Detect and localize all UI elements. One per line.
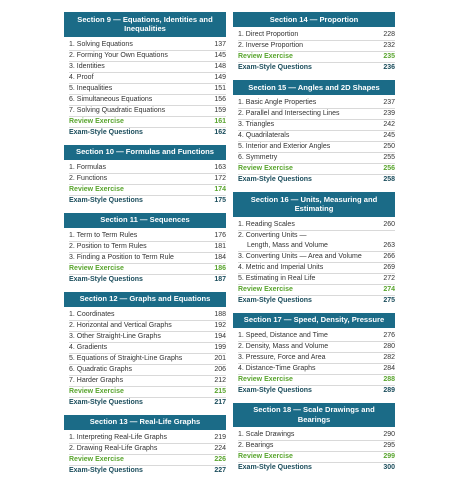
toc-entry-title: 1. Speed, Distance and Time bbox=[238, 331, 328, 339]
toc-entry-page: 137 bbox=[214, 40, 226, 48]
toc-entry[interactable] bbox=[238, 41, 395, 52]
section-13-items bbox=[64, 430, 226, 476]
toc-entry-page: 201 bbox=[214, 354, 226, 362]
toc-entry-title: 1. Basic Angle Properties bbox=[238, 99, 317, 106]
toc-entry[interactable] bbox=[69, 354, 226, 365]
toc-entry-title: 1. Term to Term Rules bbox=[69, 231, 138, 239]
toc-entry[interactable] bbox=[238, 441, 395, 452]
exam-questions-entry-page: 300 bbox=[383, 464, 395, 471]
toc-entry-title: 2. Parallel and Intersecting Lines bbox=[238, 110, 340, 117]
toc-entry-page: 290 bbox=[383, 431, 395, 438]
toc-entry-title: 2. Inverse Proportion bbox=[238, 42, 303, 49]
exam-questions-entry-page: 187 bbox=[214, 275, 226, 283]
toc-entry[interactable] bbox=[69, 321, 226, 332]
section-17-header: Section 17 — Speed, Density, Pressure bbox=[233, 313, 395, 328]
toc-entry-page: 276 bbox=[383, 331, 395, 339]
toc-entry[interactable] bbox=[238, 30, 395, 41]
exam-questions-entry-title: Exam-Style Questions bbox=[238, 386, 312, 394]
toc-entry-page: 176 bbox=[214, 231, 226, 239]
toc-entry-title: 1. Solving Equations bbox=[69, 40, 133, 48]
section-9 bbox=[64, 12, 226, 138]
toc-entry[interactable] bbox=[69, 73, 226, 84]
toc-entry-title: 2. Functions bbox=[69, 174, 108, 182]
toc-entry-page: 159 bbox=[214, 106, 226, 114]
section-9-header: Section 9 — Equations, Identities and Inequalities bbox=[64, 12, 226, 37]
toc-entry-title: 4. Gradients bbox=[69, 343, 108, 351]
section-14-header: Section 14 — Proportion bbox=[233, 12, 395, 27]
toc-entry-page: 163 bbox=[214, 163, 226, 171]
exam-questions-entry-title: Exam-Style Questions bbox=[69, 466, 143, 474]
section-13-header: Section 13 — Real-Life Graphs bbox=[64, 415, 226, 430]
toc-entry-page: 172 bbox=[214, 174, 226, 182]
review-exercise-entry[interactable] bbox=[69, 264, 226, 275]
review-exercise-entry-page: 186 bbox=[214, 264, 226, 272]
toc-entry[interactable] bbox=[69, 106, 226, 117]
toc-entry-title: 3. Other Straight-Line Graphs bbox=[69, 332, 161, 340]
review-exercise-entry-page: 288 bbox=[383, 375, 395, 383]
exam-questions-entry[interactable] bbox=[238, 175, 395, 185]
toc-entry-page: 224 bbox=[214, 444, 226, 452]
exam-questions-entry[interactable] bbox=[69, 275, 226, 285]
exam-questions-entry[interactable] bbox=[69, 398, 226, 408]
toc-entry[interactable] bbox=[238, 98, 395, 109]
toc-entry-title: 1. Formulas bbox=[69, 163, 106, 171]
toc-entry-title: 1. Coordinates bbox=[69, 310, 115, 318]
section-12-items bbox=[64, 307, 226, 408]
toc-entry-page: 266 bbox=[383, 252, 395, 260]
toc-entry-page: 156 bbox=[214, 95, 226, 103]
review-exercise-entry-title: Review Exercise bbox=[238, 285, 293, 293]
section-15-header: Section 15 — Angles and 2D Shapes bbox=[233, 80, 395, 95]
exam-questions-entry[interactable] bbox=[238, 386, 395, 396]
review-exercise-entry-page: 226 bbox=[214, 455, 226, 463]
exam-questions-entry-page: 162 bbox=[214, 128, 226, 136]
toc-entry-page: 181 bbox=[214, 242, 226, 250]
toc-entry-page: 188 bbox=[214, 310, 226, 318]
toc-entry-title: 6. Symmetry bbox=[238, 154, 278, 161]
review-exercise-entry-title: Review Exercise bbox=[69, 455, 124, 463]
toc-entry-page: 282 bbox=[383, 353, 395, 361]
toc-entry-title: 5. Inequalities bbox=[69, 84, 113, 92]
review-exercise-entry-title: Review Exercise bbox=[238, 453, 293, 460]
section-9-items bbox=[64, 37, 226, 138]
review-exercise-entry[interactable] bbox=[69, 117, 226, 128]
toc-entry-title: 2. Horizontal and Vertical Graphs bbox=[69, 321, 172, 329]
exam-questions-entry[interactable] bbox=[69, 128, 226, 138]
toc-entry[interactable] bbox=[69, 62, 226, 73]
toc-entry[interactable] bbox=[69, 51, 226, 62]
toc-entry-title: 3. Identities bbox=[69, 62, 105, 70]
toc-entry-title: 5. Estimating in Real Life bbox=[238, 274, 316, 282]
exam-questions-entry[interactable] bbox=[238, 63, 395, 73]
section-11-items bbox=[64, 228, 226, 285]
toc-entry-page: 250 bbox=[383, 143, 395, 150]
section-10-items bbox=[64, 160, 226, 206]
review-exercise-entry-page: 256 bbox=[383, 165, 395, 172]
toc-entry-title: 7. Harder Graphs bbox=[69, 376, 124, 384]
toc-entry-page: 228 bbox=[383, 31, 395, 38]
toc-entry-page: 192 bbox=[214, 321, 226, 329]
toc-entry-page: 242 bbox=[383, 121, 395, 128]
toc-entry[interactable] bbox=[238, 342, 395, 353]
toc-entry-title: 1. Reading Scales bbox=[238, 220, 295, 228]
exam-questions-entry-page: 236 bbox=[383, 64, 395, 71]
toc-entry[interactable] bbox=[69, 365, 226, 376]
exam-questions-entry[interactable] bbox=[69, 196, 226, 206]
toc-entry[interactable] bbox=[238, 331, 395, 342]
toc-entry-page: 269 bbox=[383, 263, 395, 271]
review-exercise-entry-page: 174 bbox=[214, 185, 226, 193]
toc-entry-page: 232 bbox=[383, 42, 395, 49]
toc-entry[interactable] bbox=[238, 231, 395, 252]
toc-entry-page: 260 bbox=[383, 220, 395, 228]
exam-questions-entry[interactable] bbox=[69, 466, 226, 476]
toc-entry-page: 149 bbox=[214, 73, 226, 81]
toc-entry-page: 219 bbox=[214, 433, 226, 441]
review-exercise-entry-title: Review Exercise bbox=[238, 165, 293, 172]
exam-questions-entry[interactable] bbox=[238, 463, 395, 473]
toc-entry[interactable] bbox=[238, 252, 395, 263]
section-11-header: Section 11 — Sequences bbox=[64, 213, 226, 228]
review-exercise-entry-title: Review Exercise bbox=[69, 185, 124, 193]
toc-entry-page: 280 bbox=[383, 342, 395, 350]
review-exercise-entry-page: 215 bbox=[214, 387, 226, 395]
toc-entry-title: 2. Bearings bbox=[238, 442, 274, 449]
toc-entry-title: 5. Equations of Straight-Line Graphs bbox=[69, 354, 183, 362]
toc-entry-page: 272 bbox=[383, 274, 395, 282]
section-18-items bbox=[233, 427, 395, 473]
toc-entry-title: 3. Converting Units — Area and Volume bbox=[238, 252, 362, 260]
toc-entry-page: 255 bbox=[383, 154, 395, 161]
toc-entry[interactable] bbox=[238, 364, 395, 375]
exam-questions-entry-page: 275 bbox=[383, 296, 395, 304]
toc-entry[interactable] bbox=[238, 142, 395, 153]
toc-entry-title: 6. Simultaneous Equations bbox=[69, 95, 153, 103]
section-14 bbox=[233, 12, 395, 73]
section-13 bbox=[64, 415, 226, 476]
exam-questions-entry-page: 258 bbox=[383, 176, 395, 183]
toc-entry-title: 6. Quadratic Graphs bbox=[69, 365, 133, 373]
section-15-items bbox=[233, 95, 395, 185]
section-17 bbox=[233, 313, 395, 396]
review-exercise-entry[interactable] bbox=[238, 164, 395, 175]
toc-entry-title: 4. Quadrilaterals bbox=[238, 132, 290, 139]
toc-entry-title: 3. Finding a Position to Term Rule bbox=[69, 253, 174, 261]
section-16-header: Section 16 — Units, Measuring and Estimating bbox=[233, 192, 395, 217]
toc-entry[interactable] bbox=[69, 310, 226, 321]
toc-entry[interactable] bbox=[69, 174, 226, 185]
review-exercise-entry[interactable] bbox=[238, 285, 395, 296]
review-exercise-entry-title: Review Exercise bbox=[238, 375, 293, 383]
review-exercise-entry-title: Review Exercise bbox=[69, 264, 124, 272]
left-column bbox=[64, 12, 226, 483]
section-11 bbox=[64, 213, 226, 285]
toc-entry[interactable] bbox=[238, 220, 395, 231]
toc-entry-page: 245 bbox=[383, 132, 395, 139]
toc-entry[interactable] bbox=[238, 274, 395, 285]
toc-entry-title: 2. Forming Your Own Equations bbox=[69, 51, 168, 59]
toc-entry-page: 199 bbox=[214, 343, 226, 351]
toc-entry[interactable] bbox=[238, 430, 395, 441]
review-exercise-entry[interactable] bbox=[238, 375, 395, 386]
toc-entry-title: 1. Direct Proportion bbox=[238, 31, 299, 38]
toc-entry[interactable] bbox=[69, 84, 226, 95]
review-exercise-entry[interactable] bbox=[238, 52, 395, 63]
exam-questions-entry-title: Exam-Style Questions bbox=[238, 296, 312, 304]
toc-entry-page: 295 bbox=[383, 442, 395, 449]
toc-entry-page: 151 bbox=[214, 84, 226, 92]
toc-entry[interactable] bbox=[69, 163, 226, 174]
exam-questions-entry-page: 289 bbox=[383, 386, 395, 394]
review-exercise-entry-page: 274 bbox=[383, 285, 395, 293]
toc-entry-page: 206 bbox=[214, 365, 226, 373]
section-14-items bbox=[233, 27, 395, 73]
toc-entry-title: 2. Position to Term Rules bbox=[69, 242, 147, 250]
review-exercise-entry[interactable] bbox=[69, 455, 226, 466]
review-exercise-entry[interactable] bbox=[69, 185, 226, 196]
toc-entry[interactable] bbox=[238, 131, 395, 142]
toc-entry-title-line1: 2. Converting Units — bbox=[238, 231, 307, 239]
exam-questions-entry-title: Exam-Style Questions bbox=[69, 196, 143, 204]
toc-entry-title: 4. Metric and Imperial Units bbox=[238, 263, 324, 271]
section-16 bbox=[233, 192, 395, 306]
review-exercise-entry-page: 161 bbox=[214, 117, 226, 125]
review-exercise-entry-title: Review Exercise bbox=[238, 53, 293, 60]
toc-entry[interactable] bbox=[69, 433, 226, 444]
review-exercise-entry-page: 235 bbox=[383, 53, 395, 60]
toc-entry[interactable] bbox=[69, 231, 226, 242]
toc-entry-page: 184 bbox=[214, 253, 226, 261]
toc-entry[interactable] bbox=[69, 332, 226, 343]
exam-questions-entry-title: Exam-Style Questions bbox=[69, 128, 143, 136]
toc-entry-title: 3. Triangles bbox=[238, 121, 275, 128]
toc-entry-title-line2: Length, Mass and Volume bbox=[247, 241, 328, 249]
section-10 bbox=[64, 145, 226, 206]
toc-entry-page: 145 bbox=[214, 51, 226, 59]
review-exercise-entry-title: Review Exercise bbox=[69, 117, 124, 125]
toc-entry-page: 194 bbox=[214, 332, 226, 340]
exam-questions-entry[interactable] bbox=[238, 296, 395, 306]
section-18 bbox=[233, 403, 395, 474]
exam-questions-entry-title: Exam-Style Questions bbox=[238, 64, 312, 71]
toc-entry[interactable] bbox=[69, 444, 226, 455]
review-exercise-entry[interactable] bbox=[238, 452, 395, 463]
exam-questions-entry-page: 175 bbox=[214, 196, 226, 204]
toc-entry[interactable] bbox=[69, 95, 226, 106]
toc-entry-title: 4. Proof bbox=[69, 73, 94, 81]
section-12-header: Section 12 — Graphs and Equations bbox=[64, 292, 226, 307]
toc-entry-title: 7. Solving Quadratic Equations bbox=[69, 106, 166, 114]
toc-entry-title bbox=[238, 231, 381, 251]
exam-questions-entry-title: Exam-Style Questions bbox=[69, 398, 143, 406]
toc-entry-page: 148 bbox=[214, 62, 226, 70]
toc-entry-title: 4. Distance-Time Graphs bbox=[238, 364, 316, 372]
toc-entry-title: 2. Density, Mass and Volume bbox=[238, 342, 329, 350]
exam-questions-entry-title: Exam-Style Questions bbox=[69, 275, 143, 283]
exam-questions-entry-page: 227 bbox=[214, 466, 226, 474]
section-10-header: Section 10 — Formulas and Functions bbox=[64, 145, 226, 160]
review-exercise-entry-title: Review Exercise bbox=[69, 387, 124, 395]
right-column bbox=[233, 12, 395, 480]
toc-entry[interactable] bbox=[238, 263, 395, 274]
exam-questions-entry-title: Exam-Style Questions bbox=[238, 176, 312, 183]
toc-entry-title: 3. Pressure, Force and Area bbox=[238, 353, 326, 361]
toc-entry[interactable] bbox=[238, 353, 395, 364]
toc-entry-title: 5. Interior and Exterior Angles bbox=[238, 143, 331, 150]
toc-entry[interactable] bbox=[238, 120, 395, 131]
toc-entry[interactable] bbox=[69, 253, 226, 264]
section-16-items bbox=[233, 217, 395, 306]
toc-entry[interactable] bbox=[69, 343, 226, 354]
toc-entry-page: 263 bbox=[383, 241, 395, 249]
section-12 bbox=[64, 292, 226, 408]
section-15 bbox=[233, 80, 395, 185]
toc-entry[interactable] bbox=[238, 153, 395, 164]
review-exercise-entry[interactable] bbox=[69, 387, 226, 398]
toc-entry[interactable] bbox=[69, 242, 226, 253]
toc-entry-title: 1. Scale Drawings bbox=[238, 431, 295, 438]
exam-questions-entry-title: Exam-Style Questions bbox=[238, 464, 312, 471]
toc-entry[interactable] bbox=[69, 376, 226, 387]
review-exercise-entry-page: 299 bbox=[383, 453, 395, 460]
section-18-header: Section 18 — Scale Drawings and Bearings bbox=[233, 403, 395, 428]
toc-entry[interactable] bbox=[238, 109, 395, 120]
exam-questions-entry-page: 217 bbox=[214, 398, 226, 406]
section-17-items bbox=[233, 328, 395, 396]
toc-entry-page: 284 bbox=[383, 364, 395, 372]
toc-entry-page: 237 bbox=[383, 99, 395, 106]
toc-entry-page: 239 bbox=[383, 110, 395, 117]
toc-entry-page: 212 bbox=[214, 376, 226, 384]
toc-entry[interactable] bbox=[69, 40, 226, 51]
toc-entry-title: 2. Drawing Real-Life Graphs bbox=[69, 444, 158, 452]
toc-entry-title: 1. Interpreting Real-Life Graphs bbox=[69, 433, 168, 441]
